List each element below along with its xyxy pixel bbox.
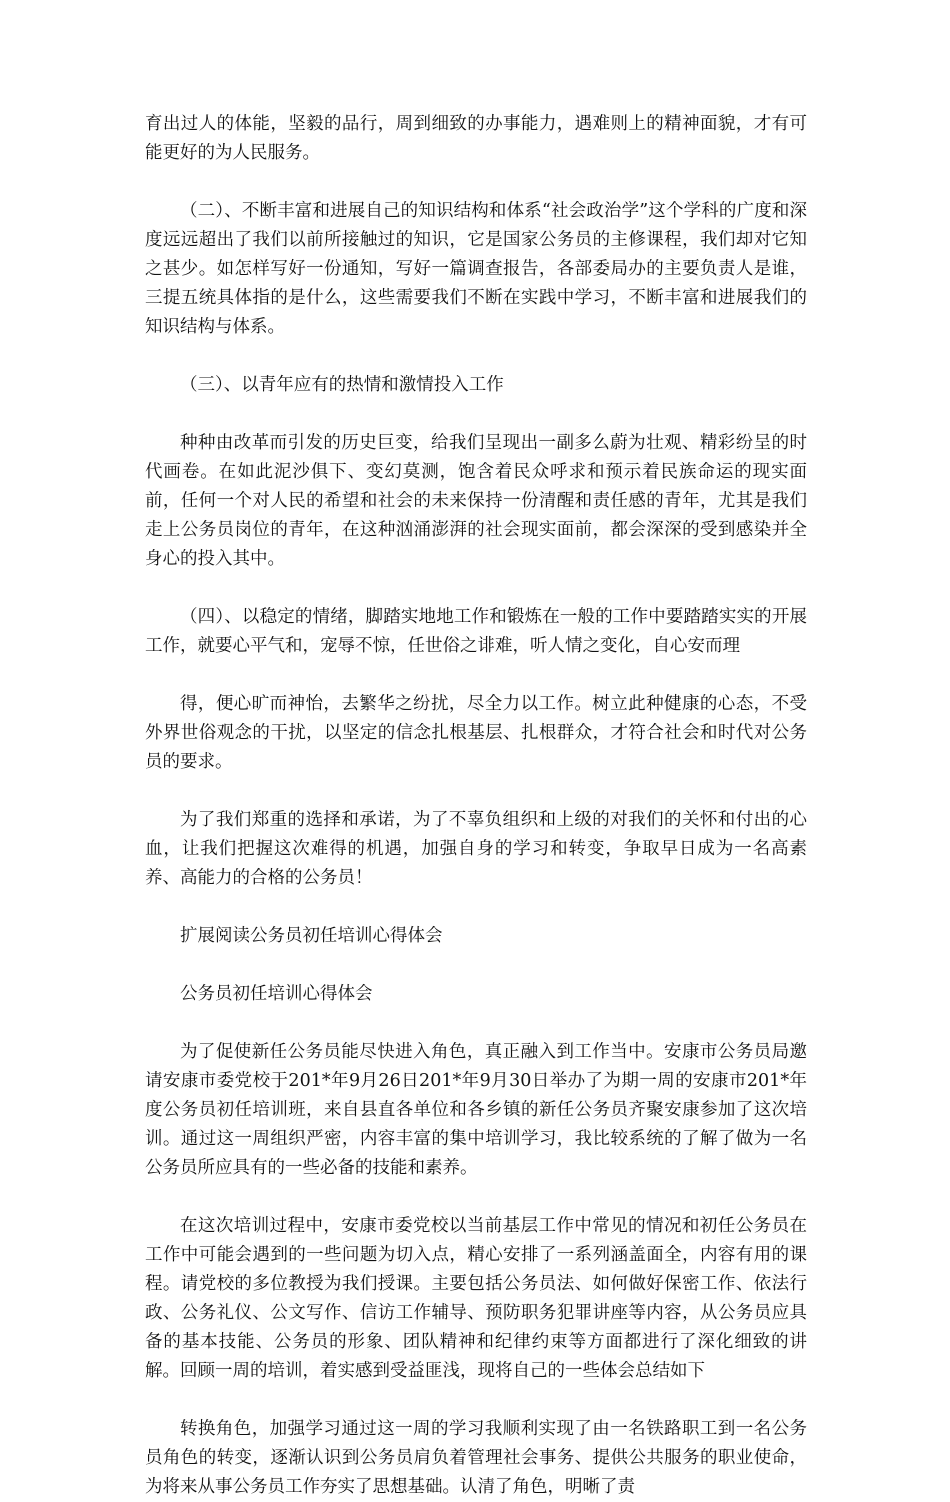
paragraph-extended-reading: 扩展阅读公务员初任培训心得体会 (180, 926, 443, 946)
paragraph-commitment: 为了我们郑重的选择和承诺，为了不辜负组织和上级的对我们的关怀和付出的心血，让我们把握这次难得的机遇，加强自身的学习和转变，争取早日成为一名高素养、高能力的合格的公务员！ (145, 810, 807, 888)
paragraph-training-intro: 为了促使新任公务员能尽快进入角色，真正融入到工作当中。安康市公务员局邀请安康市委党校于201*年9月26日201*年9月30日举办了为期一周的安康市201*年度公务员初任培训班，来自县直各单位和各乡镇的新任公务员齐聚安康参加了这次培训。通过这一周组织严密，内容丰富的集中培训学习，我比较系统的了解了做为一名公务员所应具有的一些必备的技能和素养。 (145, 1042, 807, 1178)
paragraph-subtitle: 公务员初任培训心得体会 (180, 984, 373, 1004)
paragraph-section-four: （四）、以稳定的情绪，脚踏实地地工作和锻炼在一般的工作中要踏踏实实的开展工作，就要心平气和，宠辱不惊，任世俗之诽难，听人情之变化，自心安而理 (145, 607, 807, 656)
paragraph-section-two: （二）、不断丰富和进展自己的知识结构和体系“社会政治学”这个学科的广度和深度远远超出了我们以前所接触过的知识，它是国家公务员的主修课程，我们却对它知之甚少。如怎样写好一份通知，写好一篇调查报告，各部委局办的主要负责人是谁，三提五统具体指的是什么，这些需要我们不断在实践中学习，不断丰富和进展我们的知识结构与体系。 (145, 201, 807, 337)
paragraph-section-three-heading: （三）、以青年应有的热情和激情投入工作 (180, 375, 504, 395)
paragraph-role-change: 转换角色，加强学习通过这一周的学习我顺利实现了由一名铁路职工到一名公务员角色的转变，逐渐认识到公务员肩负着管理社会事务、提供公共服务的职业使命，为将来从事公务员工作夯实了思想基础。认清了角色，明晰了责 (145, 1419, 807, 1497)
paragraph-healthy-mindset: 得，便心旷而神怡，去繁华之纷扰，尽全力以工作。树立此种健康的心态，不受外界世俗观念的干扰，以坚定的信念扎根基层、扎根群众，才符合社会和时代对公务员的要求。 (145, 694, 807, 772)
paragraph-historical-change: 种种由改革而引发的历史巨变，给我们呈现出一副多么蔚为壮观、精彩纷呈的时代画卷。在如此泥沙俱下、变幻莫测，饱含着民众呼求和预示着民族命运的现实面前，任何一个对人民的希望和社会的未来保持一份清醒和责任感的青年，尤其是我们走上公务员岗位的青年，在这种汹涌澎湃的社会现实面前，都会深深的受到感染并全身心的投入其中。 (145, 433, 807, 569)
paragraph-training-process: 在这次培训过程中，安康市委党校以当前基层工作中常见的情况和初任公务员在工作中可能会遇到的一些问题为切入点，精心安排了一系列涵盖面全，内容有用的课程。请党校的多位教授为我们授课。主要包括公务员法、如何做好保密工作、依法行政、公务礼仪、公文写作、信访工作辅导、预防职务犯罪讲座等内容，从公务员应具备的基本技能、公务员的形象、团队精神和纪律约束等方面都进行了深化细致的讲解。回顾一周的培训，着实感到受益匪浅，现将自己的一些体会总结如下 (145, 1216, 807, 1381)
paragraph-continuation: 育出过人的体能，坚毅的品行，周到细致的办事能力，遇难则上的精神面貌，才有可能更好的为人民服务。 (145, 114, 807, 163)
document-body (145, 110, 807, 1502)
